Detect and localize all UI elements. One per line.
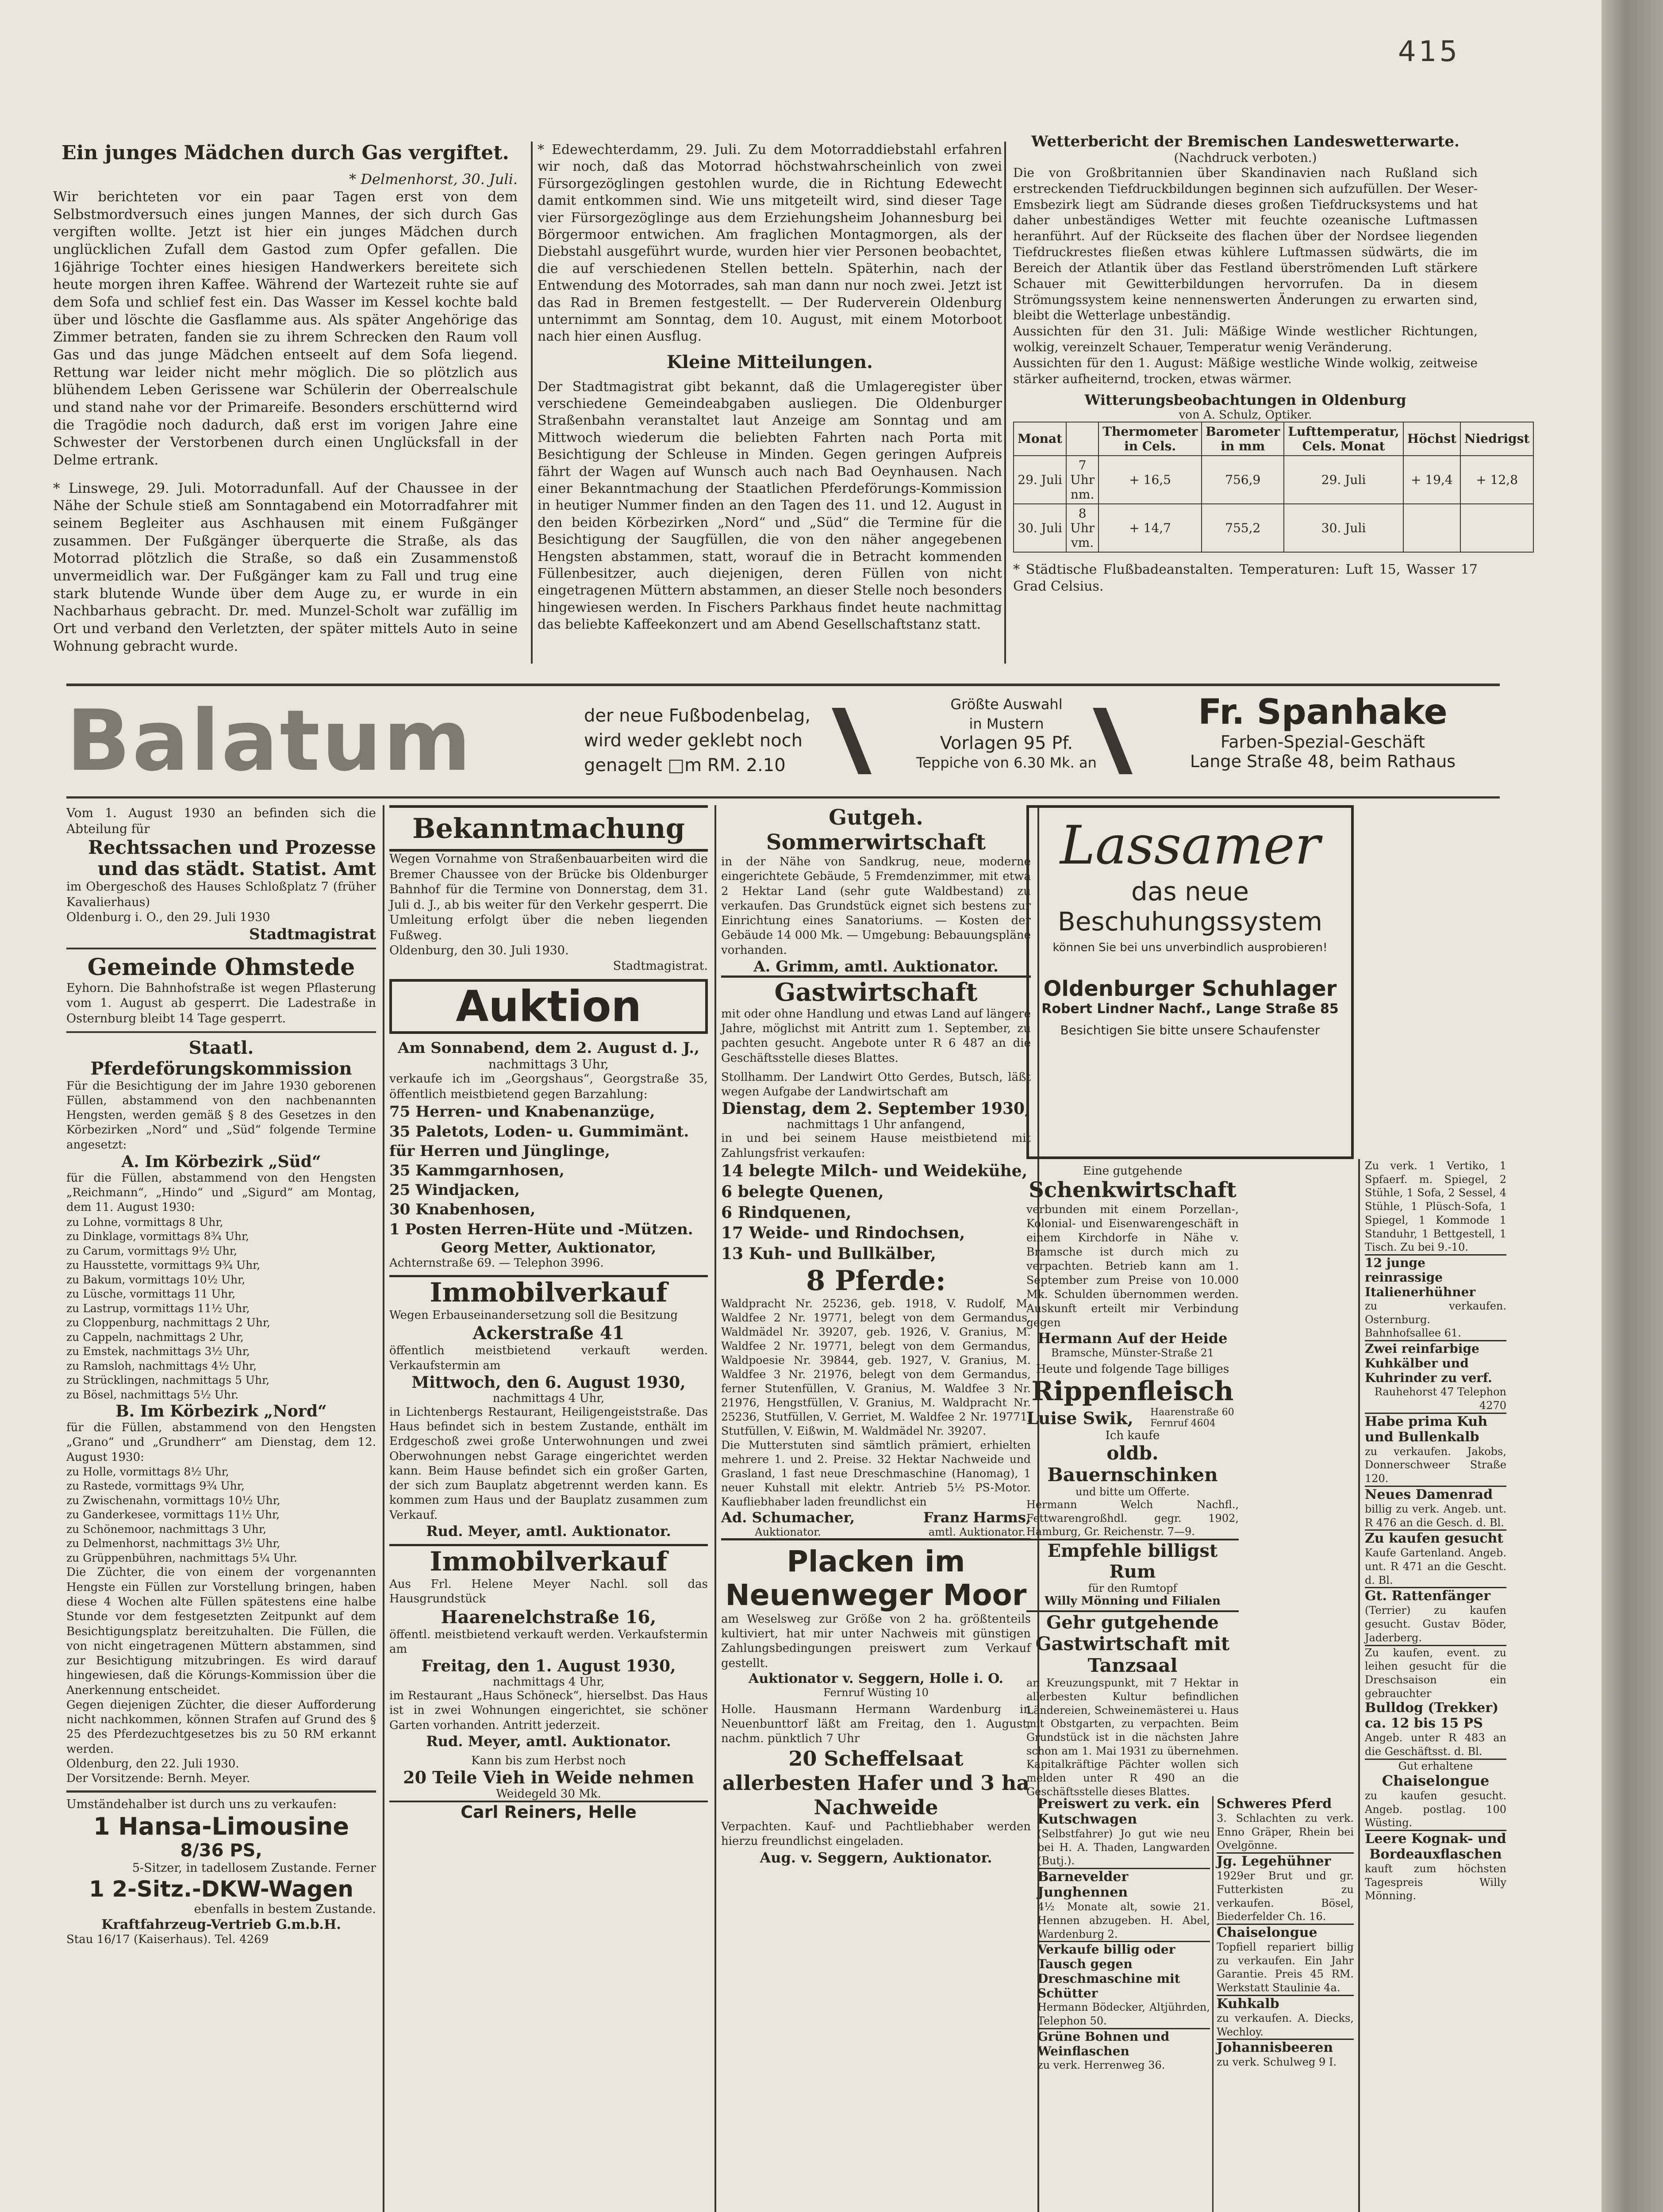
lassamer-logo: Lassamer — [1060, 815, 1321, 876]
dkw-text: ebenfalls in bestem Zustande. — [194, 1902, 376, 1916]
immobilverkauf-2-signature: Rud. Meyer, amtl. Auktionator. — [426, 1732, 671, 1750]
chaise-text: zu kaufen gesucht. Angeb. postlag. 100 Wüsting. — [1365, 1789, 1506, 1829]
seller-name: Luise Swik, — [1026, 1408, 1133, 1428]
rippen-seller — [1026, 1407, 1239, 1429]
kaufen-text: Kaufe Gartenland. Angeb. unt. R 471 an die Gescht. d. Bl. — [1365, 1547, 1506, 1586]
kaelber-title: Zwei reinfarbige Kuhkälber und Kuhrinder zu verf. — [1365, 1340, 1506, 1385]
small-ad-title: Johannisbeeren — [1217, 2039, 1354, 2055]
termin-item: zu Holle, vormittags 8½ Uhr, — [66, 1465, 229, 1478]
auktion-date: Am Sonnabend, dem 2. August d. J., — [398, 1039, 699, 1057]
schenk-intro: Eine gutgehende — [1083, 1164, 1183, 1178]
pferde-date: Oldenburg, den 22. Juli 1930. — [66, 1757, 239, 1770]
bekanntmachung-signature: Stadtmagistrat. — [613, 959, 708, 973]
termin-item: zu Hausstette, vormittags 9¾ Uhr, — [66, 1259, 261, 1272]
observations-cell: 30. Juli — [1284, 504, 1403, 552]
column-4-lower — [1026, 1164, 1354, 1799]
news-gas-article — [53, 142, 518, 664]
signature-schumacher — [721, 1509, 855, 1538]
schinken-text: und bitte um Offerte. — [1075, 1486, 1190, 1498]
termin-item: zu Emstek, nachmittags 3½ Uhr, — [66, 1345, 250, 1358]
bulldog-text: Angeb. unter R 483 an die Geschäftsst. d. Bl. — [1365, 1732, 1506, 1758]
column-divider — [1212, 1796, 1214, 2212]
holle-text: Holle. Hausmann Hermann Wardenburg in Neuenbunttorf läßt am Freitag, den 1. August, nachm. pünktlich 7 Uhr — [721, 1702, 1031, 1746]
observations-cell: 30. Juli — [1014, 504, 1066, 552]
huehner-title: 12 junge reinrassige Italienerhühner — [1365, 1254, 1506, 1299]
immobilverkauf-1-date: Mittwoch, den 6. August 1930, — [411, 1373, 686, 1392]
immobilverkauf-2-title: Immobilverkauf — [389, 1544, 708, 1577]
termin-item: zu Lüsche, vormittags 11 Uhr, — [66, 1287, 236, 1301]
hansa-ps: 8/36 PS, — [180, 1840, 262, 1861]
column-divider — [531, 142, 533, 664]
bezirk-nord-text: für die Füllen, abstammend von den Hengsten „Grano“ und „Grundherr“ am Dienstag, dem 12. August 1930: — [66, 1421, 376, 1464]
cattle-item: 13 Kuh- und Bullkälber, — [721, 1244, 936, 1263]
rad-text: billig zu verk. Angeb. unt. R 476 an die Gesch. d. Bl. — [1365, 1502, 1506, 1529]
lassamer-subtitle-1: das neue — [1131, 876, 1249, 906]
signature-role: amtl. Auktionator. — [928, 1525, 1025, 1538]
rippen-title: Rippenfleisch — [1031, 1376, 1234, 1407]
pferde-text-2: Die Züchter, die von einem der vorgenannten Hengste ein Füllen zur Vorstellung bringen, haben diese 4 Wochen alte Füllen spätestens eine halbe Stunde vor dem festgesetzten Zeitpunkt auf dem Besichtigungsplatz bereitzuhalten. Die Füllen, die von nicht eingetragenen Müttern abstammen, sind zur Besichtigung mitzubringen. Es wird darauf hingewiesen, daß die Körungs-Kommission über die Anerkennung entscheidet. — [66, 1566, 376, 1697]
termin-item: zu Zwischenahn, vormittags 10½ Uhr, — [66, 1494, 280, 1507]
section-rule — [66, 684, 1500, 686]
ads-column-1 — [66, 805, 376, 2212]
bulldog-title: Bulldog (Trekker) — [1365, 1700, 1499, 1716]
balatum-selection-2: in Mustern — [969, 715, 1044, 732]
schinken-signature: Hermann Welch Nachfl., Fettwarengroßhdl. gegr. 1902, Hamburg, Gr. Reichenstr. 7—9. — [1026, 1498, 1239, 1538]
observations-header-cell: Lufttemperatur, Cels. Monat — [1284, 422, 1403, 456]
small-ad-text: (Selbstfahrer) Jo gut wie neu bei H. A. Thaden, Langwarden (Butj.). — [1037, 1828, 1210, 1867]
edewecht-article-text: * Edewechterdamm, 29. Juli. Zu dem Motorraddiebstahl erfahren wir noch, daß das Motorrad höchstwahrscheinlich von zwei Fürsorgezöglingen gestohlen wurde, die in Richtung Edewecht damit entkommen sind. Wie uns mitgeteilt wird, sind dieser Tage vier Fürsorgezöglinge aus dem Erziehungsheim Johannesburg bei Börgermoor entwichen. Am fraglichen Montagmorgen, als der Diebstahl ausgeführt wurde, wurden hier vier Personen beobachtet, die auf verschiedenen Stellen betteln. Späterhin, nach der Entwendung des Motorrades, sah man dann nur noch zwei. Jetzt ist das Rad in Bremen festgestellt. — Der Ruderverein Oldenburg unternimmt am Sonntag, dem 10. August, mit einem Motorboot nach hier einen Ausflug. — [538, 142, 1002, 345]
stollhamm-text: Stollhamm. Der Landwirt Otto Gerdes, Butsch, läßt wegen Aufgabe der Landwirtschaft am — [721, 1070, 1031, 1099]
bekanntmachung-title: Bekanntmachung — [389, 805, 708, 852]
weather-subtitle: (Nachdruck verboten.) — [1174, 150, 1317, 165]
schinken-title: oldb. Bauernschinken — [1047, 1442, 1218, 1486]
small-ad-title: Jg. Legehühner — [1217, 1852, 1354, 1869]
rum-title: Empfehle billigst Rum — [1026, 1539, 1239, 1582]
observations-cell: + 14,7 — [1098, 504, 1202, 552]
termin-item: zu Schönemoor, nachmittags 3 Uhr, — [66, 1522, 267, 1536]
sommerwirtschaft-text: in der Nähe von Sandkrug, neue, moderne eingerichtete Gebäude, 5 Fremdenzimmer, mit etwa 2 Hektar Land (sehr gute Waldbestand) zu verkaufen. Das Grundstück eignet sich bestens zur Einrichtung eines Sanatoriums. — Kosten der Gebäude 14 000 Mk. — Umgebung: Bebauungspläne vorhanden. — [721, 855, 1031, 957]
tanz-intro: Gehr gutgehende — [1026, 1610, 1239, 1633]
pferde-staatl: Staatl. — [188, 1037, 254, 1058]
cattle-item: 6 Rindquenen, — [721, 1203, 852, 1222]
small-ad-text: 3. Schlachten zu verk. Enno Gräper, Rhein bei Ovelgönne. — [1217, 1812, 1354, 1852]
immobilverkauf-1-text-3: in Lichtenbergs Restaurant, Heiligengeiststraße. Das Haus befindet sich in bestem Zustande, enthält im Erdgeschoß zwei große Unterwohnungen und zwei Oberwohnungen nebst Garage eingerichtet werden kann. Beim Hause befindet sich ein großer Garten, der sich zum Bauplatz abgetrennt werden kann. Es kommen zum Haus und der Bauplatz zusammen zum Verkauf. — [389, 1405, 708, 1522]
pferde-count: 8 Pferde: — [806, 1264, 946, 1297]
observations-cell — [1460, 504, 1533, 552]
auktion-item: 1 Posten Herren-Hüte und -Mützen. — [389, 1220, 693, 1238]
bezirk-nord-title: B. Im Körbezirk „Nord“ — [115, 1402, 327, 1421]
immobilverkauf-2-text-2: öffentl. meistbietend verkauft werden. Verkaufstermin am — [389, 1628, 708, 1656]
small-ads-left — [1037, 1796, 1210, 2212]
observations-cell: + 16,5 — [1098, 456, 1202, 504]
termin-item: zu Rastede, vormittags 9¾ Uhr, — [66, 1479, 245, 1493]
column-divider — [383, 805, 384, 2212]
scheffel-text: Verpachten. Kauf- und Pachtliebhaber werden hierzu freundlichst eingeladen. — [721, 1820, 1031, 1848]
forecast-31-july: Aussichten für den 31. Juli: Mäßige Winde westlicher Richtungen, wolkig, vereinzelt Schauer, Temperatur wenig Veränderung. — [1013, 324, 1478, 355]
placken-phone: Fernruf Wüsting 10 — [823, 1686, 929, 1699]
observations-cell: + 12,8 — [1460, 456, 1533, 504]
signature-role: Auktionator. — [755, 1525, 821, 1538]
ad-divider — [66, 1790, 376, 1793]
balatum-selection: Größte Auswahl — [950, 696, 1063, 713]
spanhake-name: Fr. Spanhake — [1198, 692, 1448, 732]
kuh-title: Habe prima Kuh und Bullenkalb — [1365, 1413, 1506, 1445]
furniture-text: Zu verk. 1 Vertiko, 1 Spfaerf. m. Spiegel, 2 Stühle, 1 Sofa, 2 Sessel, 4 Stühle, 1 Plüsch-Sofa, 1 Spiegel, 1 Kommode 1 Standuhr, 1 Bettgestell, 1 Tisch. Zu bei 9.-10. — [1365, 1160, 1506, 1254]
lassamer-text: können Sie bei uns unverbindlich ausprobieren! — [1052, 941, 1328, 954]
termin-item: zu Cappeln, nachmittags 2 Uhr, — [66, 1330, 244, 1344]
immobilverkauf-2-time: nachmittags 4 Uhr, — [492, 1675, 605, 1689]
balatum-line-3: genagelt □m RM. 2.10 — [584, 755, 786, 776]
observations-cell: 29. Juli — [1014, 456, 1066, 504]
news-edewecht-article — [538, 142, 1002, 668]
column-divider — [1004, 142, 1006, 664]
spanhake-subtitle: Farben-Spezial-Geschäft — [1220, 732, 1425, 752]
ads-column-5 — [1365, 1159, 1506, 2212]
seller-address: Haarenstraße 60 Fernruf 4604 — [1150, 1407, 1234, 1429]
kleine-mitteilungen-title: Kleine Mitteilungen. — [667, 351, 873, 373]
observations-cell: + 19,4 — [1403, 456, 1460, 504]
hansa-intro: Umständehalber ist durch uns zu verkaufen: — [66, 1797, 337, 1812]
small-ad-text: zu verkaufen. A. Diecks, Wechloy. — [1217, 2012, 1354, 2038]
small-ad-title: Kuhkalb — [1217, 1995, 1354, 2012]
weide-intro: Kann bis zum Herbst noch — [471, 1754, 626, 1767]
bezirk-sued-text: für die Füllen, abstammend von den Hengsten „Reichmann“, „Hindo“ und „Sigurd“ am Montag, dem 11. August 1930: — [66, 1171, 376, 1214]
auktionator-name: Georg Metter, Auktionator, — [441, 1239, 657, 1256]
weather-title: Wetterbericht der Bremischen Landeswetterwarte. — [1031, 133, 1459, 150]
bezirk-sued-list — [66, 1215, 376, 1402]
tanz-text: an Kreuzungspunkt, mit 7 Hektar in allerbesten Kultur befindlichen Ländereien, Schweinemästerei u. Haus mit Obstgarten, zu verpachten. Beim Grundstück ist in die nächsten Jahre schon am 1. Mai 1931 zu übernehmen. Kapitalkräftige Pächter wollen sich melden unter R 490 an die Geschäftsstelle dieses Blattes. — [1026, 1677, 1239, 1798]
dealer-address: Stau 16/17 (Kaiserhaus). Tel. 4269 — [66, 1933, 269, 1947]
rechtssachen-heading: Rechtssachen und Prozesse und das städt. Statist. Amt — [88, 836, 376, 879]
observations-header-row — [1014, 422, 1533, 456]
observations-table — [1013, 422, 1534, 553]
kaelber-text: Rauhehorst 47 Telephon 4270 — [1374, 1386, 1506, 1412]
signature-harms — [923, 1509, 1031, 1538]
bezirk-sued-title: A. Im Körbezirk „Süd“ — [121, 1152, 321, 1171]
ads-column-3 — [721, 805, 1031, 2212]
ratten-title: Gt. Rattenfänger — [1365, 1587, 1506, 1604]
section-rule — [66, 796, 1500, 799]
stollhamm-text-2: in und bei seinem Hause meistbietend mit Zahlungsfrist verkaufen: — [721, 1132, 1031, 1160]
signature-name: Franz Harms, — [923, 1509, 1031, 1526]
balatum-line-1: der neue Fußbodenbelag, — [584, 706, 811, 726]
pferde-text: Für die Besichtigung der im Jahre 1930 geborenen Füllen, abstammend von den nachbenannten Hengsten, werden gemäß § 8 des Gesetzes in den Körbezirken „Nord“ und „Süd“ folgende Termine angesetzt: — [66, 1079, 376, 1152]
auktion-item: 25 Windjacken, — [389, 1181, 520, 1199]
shoe-store-subtitle: Robert Lindner Nachf., Lange Straße 85 — [1041, 1001, 1339, 1017]
article-text: Wir berichteten vor ein paar Tagen erst von dem Selbstmordversuch eines jungen Mannes, der sich durch Gas vergiften wollte. Jetzt ist hier ein junges Mädchen durch unglücklichen Zufall dem Gastod zum Opfer gefallen. Die 16jährige Tochter eines hiesigen Handwerkers bereitete sich heute morgen ihren Kaffee. Während der Wartezeit ruhte sie auf dem Sofa und schlief fest ein. Das Wasser im Kessel kochte bald über und löschte die Gasflamme aus. Als später Angehörige das Zimmer betraten, fanden sie zu ihrem Schrecken den Raum voll Gas und das junge Mädchen entseelt auf dem Sofa liegend. Rettung war leider nicht mehr möglich. Die so plötzlich aus blühendem Leben Gerissene war Schülerin der Oberrealschule und stand nahe vor der Primareife. Besonders erschütternd wird die Tragödie noch dadurch, daß erst im vorigen Jahre eine Schwester der Verstorbenen durch einen Unglücksfall in der Delme ertrank. — [53, 188, 518, 469]
sommerwirtschaft-signature: A. Grimm, amtl. Auktionator. — [753, 957, 999, 975]
tanz-title: Gastwirtschaft mit Tanzsaal — [1035, 1633, 1230, 1677]
immobilverkauf-1-title: Immobilverkauf — [389, 1275, 708, 1308]
auktionator-address: Achternstraße 69. — Telephon 3996. — [389, 1256, 604, 1270]
auktion-item: 35 Kammgarnhosen, — [389, 1162, 565, 1180]
column-4-main — [1026, 1164, 1239, 1799]
gastwirtschaft-title: Gastwirtschaft — [721, 975, 1031, 1007]
small-ads-right — [1217, 1796, 1354, 2212]
kuh-text: zu verkaufen. Jakobs, Donnerschweer Straße 120. — [1365, 1445, 1506, 1485]
signature-name: Ad. Schumacher, — [721, 1509, 855, 1526]
weide-price: Weidegeld 30 Mk. — [496, 1787, 601, 1801]
dkw-title: 1 2-Sitz.-DKW-Wagen — [89, 1876, 353, 1902]
scheffel-title: 20 Scheffelsaat allerbesten Hafer und 3 ha Nachweide — [722, 1746, 1030, 1819]
rippen-intro: Heute und folgende Tage billiges — [1036, 1363, 1229, 1376]
small-ad-title: Preiswert zu verk. ein Kutschwagen — [1037, 1796, 1200, 1827]
ads-column-2 — [389, 805, 708, 2212]
auktion-time: nachmittags 3 Uhr, — [488, 1057, 609, 1072]
observations-row — [1014, 504, 1533, 552]
observations-cell — [1403, 504, 1460, 552]
observations-header-cell: Barometer in mm — [1202, 422, 1284, 456]
small-ad-text: zu verk. Herrenweg 36. — [1037, 2058, 1165, 2071]
page-edge-strip — [1602, 0, 1663, 2212]
rechtssachen-signature: Stadtmagistrat — [249, 925, 376, 943]
placken-signature: Auktionator v. Seggern, Holle i. O. — [749, 1671, 1003, 1686]
balatum-logo: Balatum — [66, 692, 473, 790]
schinken-intro: Ich kaufe — [1105, 1429, 1160, 1442]
observations-cell: 8 Uhr vm. — [1066, 504, 1098, 552]
termin-item: zu Delmenhorst, nachmittags 3½ Uhr, — [66, 1537, 280, 1550]
pferde-title: Pferdeförungskommission — [90, 1058, 352, 1079]
rum-text: für den Rumtopf — [1088, 1582, 1177, 1595]
bulldog-intro: Zu kaufen, event. zu leihen gesucht für die Dreschsaison ein gebrauchter — [1365, 1645, 1506, 1701]
stripe-graphic — [832, 708, 872, 774]
auktion-items — [389, 1102, 708, 1239]
cattle-item: 6 belegte Quenen, — [721, 1182, 884, 1201]
observations-header-cell: Thermometer in Cels. — [1098, 422, 1202, 456]
observations-cell: 756,9 — [1202, 456, 1284, 504]
small-ad-title: Schweres Pferd — [1217, 1796, 1332, 1812]
small-ad-title: Verkaufe billig oder Tausch gegen Dreschmaschine mit Schütter — [1037, 1941, 1210, 2001]
observations-header-cell: Monat — [1014, 422, 1066, 456]
balatum-teppiche: Teppiche von 6.30 Mk. an — [916, 754, 1097, 771]
immobilverkauf-1-text-2: öffentlich meistbietend verkauft werden. Verkaufstermin am — [389, 1344, 708, 1372]
observations-cell: 7 Uhr nm. — [1066, 456, 1098, 504]
observations-row — [1014, 456, 1533, 504]
sommerwirtschaft-title: Gutgeh. Sommerwirtschaft — [766, 805, 986, 855]
schenk-address: Bramsche, Münster-Straße 21 — [1051, 1347, 1214, 1359]
forecast-1-august: Aussichten für den 1. August: Mäßige westliche Winde wolkig, zeitweise stärker aufheiternd, trocken, etwas wärmer. — [1013, 355, 1478, 386]
termin-item: zu Carum, vormittags 9½ Uhr, — [66, 1244, 237, 1257]
balatum-text — [584, 703, 867, 787]
shoe-store-line: Besichtigen Sie bitte unsere Schaufenster — [1060, 1023, 1320, 1037]
immobilverkauf-1-text: Wegen Erbauseinandersetzung soll die Besitzung — [389, 1309, 678, 1322]
observations-cell: 755,2 — [1202, 504, 1284, 552]
page-number: 415 — [1398, 35, 1460, 68]
stollhamm-date: Dienstag, dem 2. September 1930, — [722, 1099, 1030, 1118]
pferde-details-2: Die Mutterstuten sind sämtlich prämiert, erhielten mehrere 1. und 2. Preise. 32 Hektar Nachweide und Grasland, 1 fast neue Dreschmaschine (Hanomag), 1 neuer Kuhstall mit elektr. Antrieb 5½ PS-Motor. Kaufliebhaber laden freundlichst ein — [721, 1438, 1031, 1508]
schenk-signature: Hermann Auf der Heide — [1037, 1330, 1228, 1347]
weather-section — [1013, 133, 1530, 664]
linswege-article-text: * Linswege, 29. Juli. Motorradunfall. Auf der Chaussee in der Nähe der Schule stieß am Sonntagabend ein Motorradfahrer mit seinem Begleiter aus Aschhausen mit einem Fußgänger zusammen. Der Fußgänger überquerte die Straße, als das Motorrad plötzlich die Straße, so daß ein Zusammenstoß unvermeidlich war. Der Fußgänger kam zu Fall und trug eine stark blutende Wunde über dem Auge zu, er wurde in ein Nachbarhaus gebracht. Dr. med. Munzel-Scholt war zufällig im Ort und verband den Verletzten, der später mittels Auto in seine Wohnung gebracht wurde. — [53, 480, 518, 654]
rechtssachen-date: Oldenburg i. O., den 29. Juli 1930 — [66, 910, 270, 925]
termin-item: zu Ganderkesee, vormittags 11½ Uhr, — [66, 1508, 280, 1521]
bekanntmachung-text: Wegen Vornahme von Straßenbauarbeiten wird die Bremer Chaussee von der Brücke bis Oldenburger Bahnhof für die Termine von Donnerstag, dem 31. Juli d. J., ab bis weiter für den Verkehr gesperrt. Die Umleitung erfolgt über die neben liegenden Fußweg. — [389, 852, 708, 942]
termin-item: zu Bakum, vormittags 10½ Uhr, — [66, 1273, 246, 1286]
spanhake-address: Lange Straße 48, beim Rathaus — [1190, 752, 1456, 771]
spanhake-ad — [1141, 692, 1504, 785]
observations-subtitle: von A. Schulz, Optiker. — [1179, 408, 1312, 422]
observations-header-cell: Höchst — [1403, 422, 1460, 456]
article-title: Ein junges Mädchen durch Gas vergiftet. — [61, 142, 509, 164]
kaufen-title: Zu kaufen gesucht — [1365, 1529, 1506, 1546]
auktion-text: verkaufe ich im „Georgshaus“, Georgstraße 35, öffentlich meistbietend gegen Barzahlung: — [389, 1072, 708, 1101]
balatum-line-2: wird weder geklebt noch — [584, 730, 803, 751]
small-ad-text: Topfiell repariert billig zu verkaufen. Ein Jahr Garantie. Preis 45 RM. Werkstatt Staulinie 4a. — [1217, 1941, 1354, 1994]
placken-text: am Weselsweg zur Größe von 2 ha. größtenteils kultiviert, hat mir unter Nachweis mit günstigen Zahlungsbedingungen preiswert zum Verkauf gestellt. — [721, 1612, 1031, 1670]
termin-item: zu Lohne, vormittags 8 Uhr, — [66, 1215, 223, 1229]
rum-signature: Willy Mönning und Filialen — [1045, 1594, 1221, 1608]
pferde-signature: Der Vorsitzende: Bernh. Meyer. — [66, 1772, 250, 1786]
weide-signature: Carl Reiners, Helle — [389, 1801, 708, 1822]
cattle-list — [721, 1161, 1031, 1264]
bezirk-nord-list — [66, 1465, 376, 1566]
auktion-item: 75 Herren- und Knabenanzüge, — [389, 1103, 655, 1121]
rechtssachen-place: im Obergeschoß des Hauses Schloßplatz 7 (früher Kavalierhaus) — [66, 880, 376, 909]
balatum-logo-area — [66, 692, 575, 790]
observations-title: Witterungsbeobachtungen in Oldenburg — [1084, 391, 1406, 408]
immobilverkauf-1-time: nachmittags 4 Uhr, — [492, 1391, 605, 1405]
rechtssachen-intro: Vom 1. August 1930 an befinden sich die Abteilung für — [66, 806, 376, 836]
small-ad-title: Chaiselongue — [1217, 1924, 1354, 1940]
immobilverkauf-2-date: Freitag, den 1. August 1930, — [421, 1657, 676, 1676]
weather-text: Die von Großbritannien über Skandinavien nach Rußland sich erstreckenden Tiefdruckbildungen beginnen sich aufzufüllen. Der Weser-Emsbezirk liegt am Südrande dieses großen Tiefdrucksystems und hat daher unbeständiges Wetter mit feuchte ozeanische Luftmassen heranführt. Auf der Rückseite des flachen über der Nordsee liegenden Tiefdruckrestes fließen etwas kühlere Luftmassen südwärts, die im Bereich der Atlantik über das Festland überströmenden Luft stärkere Schauer mit Gewitterbildungen hervorrufen. Da in diesem Strömungssystem keine nennenswerten Änderungen zu erwarten sind, bleibt die Wetterlage unbeständig. — [1013, 165, 1478, 323]
chaise-intro: Gut erhaltene — [1365, 1759, 1506, 1772]
pferde-text-3: Gegen diejenigen Züchter, die dieser Aufforderung nicht nachkommen, können Strafen auf Grund des § 25 des Pferdezuchtgesetzes bis zu 50 RM erkannt werden. — [66, 1698, 376, 1756]
ratten-text: (Terrier) zu kaufen gesucht. Gustav Böder, Jaderberg. — [1365, 1604, 1506, 1644]
observations-cell: 29. Juli — [1284, 456, 1403, 504]
termin-item: zu Cloppenburg, nachmittags 2 Uhr, — [66, 1316, 271, 1329]
observations-header-cell: Niedrigst — [1460, 422, 1533, 456]
flaschen-text: kauft zum höchsten Tagespreis Willy Mönning. — [1365, 1863, 1506, 1902]
article-dateline: * Delmenhorst, 30. Juli. — [349, 171, 518, 188]
small-ad-title: Grüne Bohnen und Weinflaschen — [1037, 2028, 1210, 2058]
small-ad-title: Barnevelder Junghennen — [1037, 1868, 1210, 1900]
small-ad-text: 4½ Monate alt, sowie 21. Hennen abzugeben. H. Abel, Wardenburg 2. — [1037, 1901, 1210, 1940]
placken-title: Placken im Neuenweger Moor — [721, 1538, 1031, 1612]
small-ad-text: zu verk. Schulweg 9 I. — [1217, 2056, 1337, 2069]
chaise-title: Chaiselongue — [1382, 1772, 1490, 1789]
hansa-text: 5-Sitzer, in tadellosem Zustande. Ferner — [132, 1861, 376, 1875]
termin-item: zu Bösel, nachmittags 5½ Uhr. — [66, 1388, 239, 1401]
immobilverkauf-2-address: Haarenelchstraße 16, — [441, 1606, 657, 1628]
observations-header-cell — [1066, 422, 1098, 456]
gemeinde-text: Eyhorn. Die Bahnhofstraße ist wegen Pflasterung vom 1. August ab gesperrt. Die Ladestraße in Osternburg bleibt 14 Tage gesperrt. — [66, 981, 376, 1025]
auktion-title: Auktion — [389, 979, 708, 1034]
auction-signatures — [721, 1509, 1031, 1538]
column-divider — [714, 805, 716, 2212]
ad-divider — [66, 948, 376, 949]
immobilverkauf-2-text-3: im Restaurant „Haus Schöneck“, hierselbst. Das Haus ist in zwei Wohnungen eingerichtet, sie schöner Garten vorhanden. Antritt jederzeit. — [389, 1689, 708, 1732]
auktion-item: 35 Paletots, Loden- u. Gummimänt. — [389, 1122, 689, 1141]
small-ad-text: Hermann Bödecker, Altjührden, Telephon 50. — [1037, 2001, 1210, 2028]
auktion-item: 30 Knabenhosen, — [389, 1201, 536, 1219]
balatum-vorlagen: Vorlagen 95 Pf. — [940, 733, 1073, 753]
hansa-title: 1 Hansa-Limousine — [93, 1812, 349, 1840]
weide-title: 20 Teile Vieh in Weide nehmen — [403, 1767, 694, 1787]
cattle-item: 17 Weide- und Rindochsen, — [721, 1224, 965, 1243]
column-divider — [1358, 1159, 1360, 2212]
bath-temperature-text: * Städtische Flußbadeanstalten. Temperaturen: Luft 15, Wasser 17 Grad Celsius. — [1013, 561, 1478, 594]
pferde-details: Waldpracht Nr. 25236, geb. 1918, V. Rudolf, M. Waldfee 2 Nr. 19771, belegt von dem Germandus, Waldmädel Nr. 39207, geb. 1926, V. Granius, M. Waldfee 2 Nr. 19771, belegt von dem Germandus, Waldpoesie Nr. 39844, geb. 1927, V. Granius, M. Waldfee 3 Nr. 21976, belegt von dem Germandus, ferner Stutenfüllen, V. Granius, M. Waldfee 3 Nr. 21976, Hengstfüllen, V. Granius, M. Waldpracht Nr. 25236, Stutfüllen, V. Gerriet, M. Waldfee 2 Nr. 19771, Stutfüllen, V. Eißwin, M. Waldmädel Nr. 39207. — [721, 1297, 1031, 1437]
small-ad-text: 1929er Brut und gr. Futterkisten zu verkaufen. Bösel, Biederfelder Ch. 16. — [1217, 1870, 1354, 1923]
dealer-name: Kraftfahrzeug-Vertrieb G.m.b.H. — [101, 1917, 341, 1933]
bekanntmachung-date: Oldenburg, den 30. Juli 1930. — [389, 944, 569, 958]
immobilverkauf-1-signature: Rud. Meyer, amtl. Auktionator. — [426, 1522, 671, 1540]
termin-item: zu Strücklingen, nachmittags 5 Uhr, — [66, 1374, 270, 1387]
huehner-text: zu verkaufen. Osternburg. Bahnhofsallee 61. — [1365, 1300, 1506, 1340]
termin-item: zu Lastrup, vormittags 11½ Uhr, — [66, 1302, 250, 1315]
flaschen-title: Leere Kognak- und Bordeauxflaschen — [1365, 1830, 1506, 1862]
termin-item: zu Dinklage, vormittags 8¾ Uhr, — [66, 1230, 250, 1243]
scheffel-signature: Aug. v. Seggern, Auktionator. — [760, 1849, 992, 1866]
lassamer-subtitle-2: Beschuhungssystem — [1057, 906, 1323, 937]
schenk-title: Schenkwirtschaft — [1029, 1178, 1237, 1202]
kleine-mitteilungen-text: Der Stadtmagistrat gibt bekannt, daß die Umlageregister über verschiedene Gemeindeabgaben ausliegen. Die Oldenburger Straßenbahn veranstaltet laut Anzeige am Sonntag und am Mittwoch wiederum die beliebten Fahrten nach Porta mit Besichtigung der Schleuse in Minden. Gegen geringen Aufpreis fährt der Wagen auf Wunsch auch nach Bad Oeynhausen. Nach einer Bekanntmachung der Staatlichen Pferdeförungs-Kommission in heutiger Nummer finden an den Tagen des 11. und 12. August in den beiden Körbezirken „Nord“ und „Süd“ die Termine für die Besichtigung der Saugfüllen, die von den näher angegebenen Hengsten abstammen, statt, worauf die in Betracht kommenden Füllenbesitzer, auch diejenigen, deren Füllen von nicht eingetragenen Müttern abstammen, an dieser Stelle noch besonders hingewiesen werden. In Fischers Parkhaus findet heute nachmittag das beliebte Kaffeekonzert und am Abend Gesellschaftstanz statt. — [538, 379, 1002, 633]
termin-item: zu Grüppenbühren, nachmittags 5¼ Uhr. — [66, 1551, 298, 1564]
stripe-graphic — [1093, 708, 1133, 774]
bulldog-ps: ca. 12 bis 15 PS — [1365, 1716, 1483, 1732]
stollhamm-time: nachmittags 1 Uhr anfangend, — [787, 1118, 965, 1132]
termin-item: zu Ramsloh, nachmittags 4½ Uhr, — [66, 1359, 257, 1372]
immobilverkauf-1-address: Ackerstraße 41 — [472, 1323, 625, 1344]
gastwirtschaft-text: mit oder ohne Handlung und etwas Land auf längere Jahre, möglichst mit Antritt zum 1. September, zu pachten gesucht. Angebote unter R 6 487 an die Geschäftsstelle dieses Blattes. — [721, 1007, 1031, 1065]
immobilverkauf-2-text: Aus Frl. Helene Meyer Nachl. soll das Hausgrundstück — [389, 1577, 708, 1606]
schenk-text: verbunden mit einem Porzellan-, Kolonial- und Eisenwarengeschäft in einem Kirchdorfe in Nähe v. Bramsche ist durch mich zu verpachten. Betrieb kann am 1. September zum Preise von 10.000 Mk. Schulden übernommen werden. Auskunft erteilt mir Verbindung gegen — [1026, 1203, 1239, 1329]
ad-divider — [66, 1031, 376, 1033]
lassamer-ad — [1026, 805, 1354, 1159]
auktion-item: für Herren und Jünglinge, — [389, 1142, 611, 1160]
cattle-item: 14 belegte Milch- und Weidekühe, — [721, 1161, 1028, 1180]
gemeinde-title: Gemeinde Ohmstede — [87, 953, 355, 981]
shoe-store-title: Oldenburger Schuhlager — [1043, 976, 1337, 1001]
rad-title: Neues Damenrad — [1365, 1486, 1506, 1502]
